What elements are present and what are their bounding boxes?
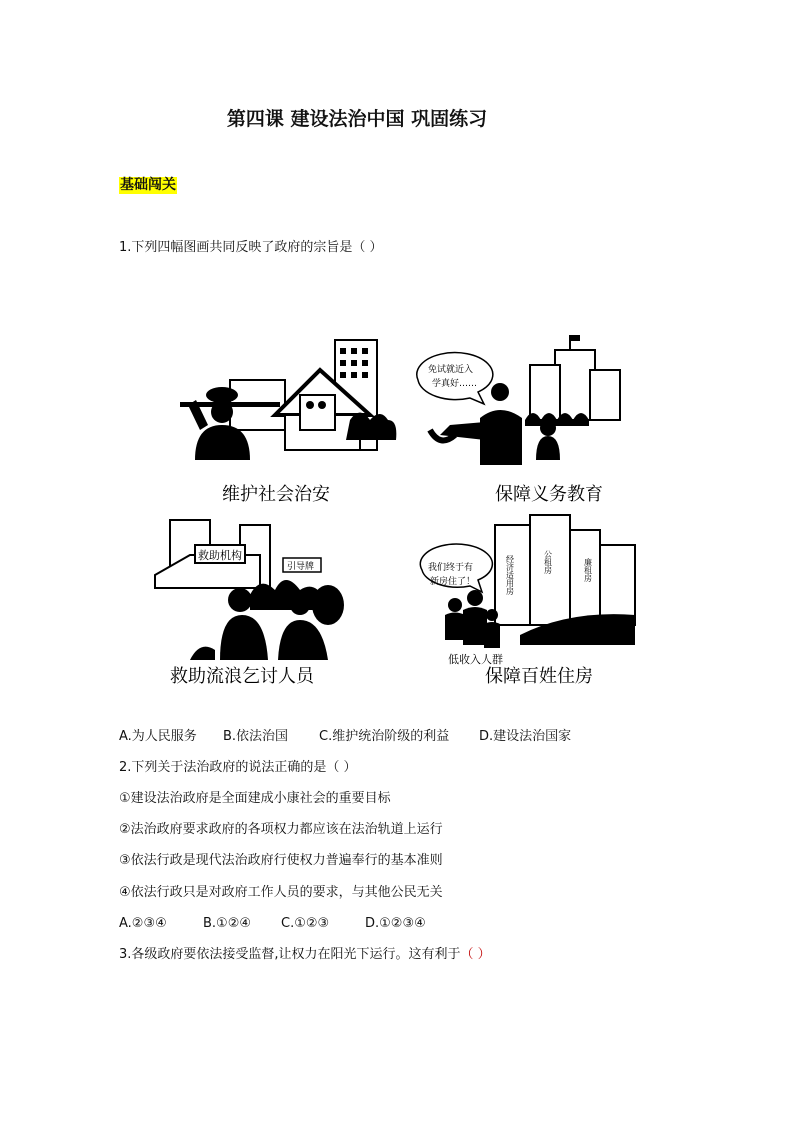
option-b: B.①②④ bbox=[203, 916, 252, 931]
illustration-panels bbox=[150, 330, 650, 700]
building-label: 公租房 bbox=[543, 550, 553, 574]
option-a: A.为人民服务 bbox=[119, 729, 197, 744]
panel-police-illustration bbox=[180, 340, 396, 460]
question-2-item: ④依法行政只是对政府工作人员的要求，与其他公民无关 bbox=[119, 885, 443, 900]
option-c: C.①②③ bbox=[281, 916, 330, 931]
sign-label: 引导牌 bbox=[287, 562, 315, 572]
question-1-stem: 1.下列四幅图画共同反映了政府的宗旨是（ ） bbox=[119, 240, 383, 255]
group-label: 低收入人群 bbox=[448, 653, 503, 666]
bubble-line: 新房住了！ bbox=[430, 577, 476, 587]
question-2-item: ③依法行政是现代法治政府行使权力普遍奉行的基本准则 bbox=[119, 853, 443, 868]
question-2-options bbox=[119, 915, 426, 933]
panel-rescue-illustration bbox=[155, 520, 344, 660]
option-b: B.依法治国 bbox=[223, 729, 289, 744]
panel-caption: 保障百姓住房 bbox=[485, 666, 593, 687]
option-d: D.①②③④ bbox=[365, 916, 426, 931]
question-2-item: ①建设法治政府是全面建成小康社会的重要目标 bbox=[119, 791, 391, 806]
answer-parentheses: （ ） bbox=[460, 947, 491, 962]
option-c: C.维护统治阶级的利益 bbox=[319, 729, 450, 744]
question-1-options bbox=[119, 728, 571, 746]
panel-housing-illustration bbox=[420, 515, 635, 666]
page-title: 第四课 建设法治中国 巩固练习 bbox=[226, 108, 488, 130]
section-heading: 基础闯关 bbox=[120, 177, 176, 193]
panel-caption: 维护社会治安 bbox=[222, 484, 330, 505]
panel-education-illustration bbox=[417, 335, 620, 465]
question-3-text: 3.各级政府要依法接受监督,让权力在阳光下运行。这有利于 bbox=[119, 947, 461, 962]
building-label: 经济适用房 bbox=[505, 555, 515, 595]
option-d: D.建设法治国家 bbox=[479, 729, 572, 744]
panel-caption: 保障义务教育 bbox=[495, 484, 603, 505]
sign-label: 救助机构 bbox=[198, 549, 242, 562]
question-3-stem bbox=[119, 946, 491, 964]
question-1-figure bbox=[150, 330, 650, 700]
question-2-stem: 2.下列关于法治政府的说法正确的是（ ） bbox=[119, 760, 357, 775]
bubble-line: 学真好…… bbox=[432, 379, 478, 389]
bubble-line: 免试就近入 bbox=[428, 365, 474, 375]
option-a: A.②③④ bbox=[119, 916, 167, 931]
building-label: 廉租房 bbox=[583, 558, 593, 582]
bubble-line: 我们终于有 bbox=[428, 563, 474, 573]
question-2-item: ②法治政府要求政府的各项权力都应该在法治轨道上运行 bbox=[119, 822, 443, 837]
panel-caption: 救助流浪乞讨人员 bbox=[170, 666, 314, 687]
